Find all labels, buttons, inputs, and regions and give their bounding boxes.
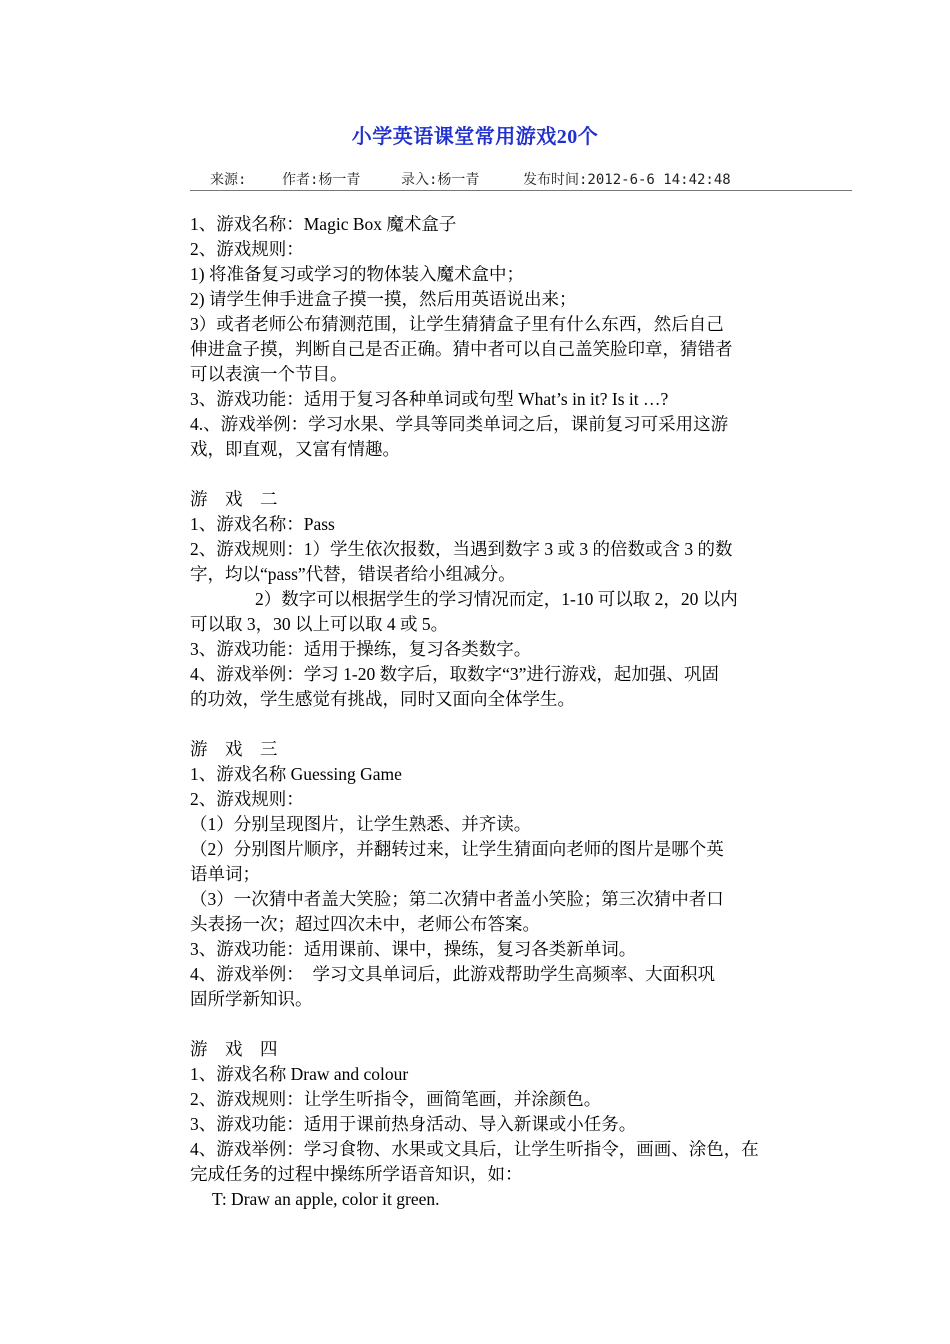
- paragraph-line: 固所学新知识。: [190, 989, 313, 1009]
- paragraph-line: 的功效，学生感觉有挑战，同时又面向全体学生。: [190, 689, 575, 709]
- meta-source: 来源:: [210, 172, 247, 188]
- paragraph-line: 3、游戏功能：适用于课前热身活动、导入新课或小任务。: [190, 1114, 637, 1134]
- game-1-section: [190, 212, 764, 462]
- paragraph-line: 字，均以“pass”代替，错误者给小组减分。: [190, 564, 516, 584]
- paragraph-line: 1、游戏名称：Magic Box 魔术盒子: [190, 214, 457, 234]
- paragraph-line: 2、游戏规则：让学生听指令，画简笔画，并涂颜色。: [190, 1089, 602, 1109]
- paragraph-line: （1）分别呈现图片，让学生熟悉、并齐读。: [190, 814, 532, 834]
- game-2-section: [190, 487, 764, 712]
- paragraph-line: 1、游戏名称 Guessing Game: [190, 764, 402, 784]
- spacer: [190, 462, 764, 487]
- paragraph-line: 可以表演一个节目。: [190, 364, 348, 384]
- paragraph-line: T: Draw an apple, color it green.: [212, 1189, 440, 1209]
- paragraph-line: 完成任务的过程中操练所学语音知识，如：: [190, 1164, 523, 1184]
- paragraph-line: 头表扬一次；超过四次未中，老师公布答案。: [190, 914, 540, 934]
- paragraph-line: 3）或者老师公布猜测范围，让学生猜猜盒子里有什么东西，然后自己: [190, 314, 724, 334]
- section-heading: 游 戏 四: [190, 1039, 278, 1059]
- game-3-section: [190, 737, 764, 1012]
- meta-bar: [190, 166, 852, 191]
- meta-published: 发布时间:2012-6-6 14:42:48: [523, 172, 731, 188]
- paragraph-line: 戏，即直观，又富有情趣。: [190, 439, 400, 459]
- paragraph-line: 语单词；: [190, 864, 260, 884]
- spacer: [190, 1012, 764, 1037]
- article-body: [190, 212, 764, 1212]
- paragraph-line: 4.、游戏举例：学习水果、学具等同类单词之后，课前复习可采用这游: [190, 414, 729, 434]
- paragraph-line: 2) 请学生伸手进盒子摸一摸，然后用英语说出来；: [190, 289, 577, 309]
- spacer: [190, 712, 764, 737]
- section-heading: 游 戏 二: [190, 489, 278, 509]
- paragraph-line: 2）数字可以根据学生的学习情况而定，1-10 可以取 2，20 以内: [255, 589, 738, 609]
- paragraph-line: 4、游戏举例： 学习文具单词后，此游戏帮助学生高频率、大面积巩: [190, 964, 715, 984]
- paragraph-line: 3、游戏功能：适用于操练，复习各类数字。: [190, 639, 532, 659]
- paragraph-line: 2、游戏规则：: [190, 789, 304, 809]
- paragraph-line: 3、游戏功能：适用于复习各种单词或句型 What’s in it? Is it …?: [190, 389, 669, 409]
- paragraph-line: 1、游戏名称：Pass: [190, 514, 335, 534]
- paragraph-line: （2）分别图片顺序，并翻转过来，让学生猜面向老师的图片是哪个英: [190, 839, 724, 859]
- paragraph-line: 3、游戏功能：适用课前、课中，操练，复习各类新单词。: [190, 939, 637, 959]
- game-4-section: [190, 1037, 764, 1212]
- section-heading: 游 戏 三: [190, 739, 278, 759]
- paragraph-line: 伸进盒子摸，判断自己是否正确。猜中者可以自己盖笑脸印章，猜错者: [190, 339, 733, 359]
- page-title: 小学英语课堂常用游戏20个: [351, 126, 599, 148]
- paragraph-line: 1) 将准备复习或学习的物体装入魔术盒中；: [190, 264, 524, 284]
- paragraph-line: 4、游戏举例：学习食物、水果或文具后，让学生听指令，画画、涂色，在: [190, 1139, 759, 1159]
- meta-entry: 录入:杨一青: [401, 172, 480, 188]
- paragraph-line: 4、游戏举例：学习 1-20 数字后，取数字“3”进行游戏，起加强、巩固: [190, 664, 719, 684]
- meta-author: 作者:杨一青: [282, 172, 361, 188]
- paragraph-line: 1、游戏名称 Draw and colour: [190, 1064, 409, 1084]
- paragraph-line: 2、游戏规则：1）学生依次报数，当遇到数字 3 或 3 的倍数或含 3 的数: [190, 539, 733, 559]
- paragraph-line: （3）一次猜中者盖大笑脸；第二次猜中者盖小笑脸；第三次猜中者口: [190, 889, 724, 909]
- paragraph-line: 2、游戏规则：: [190, 239, 304, 259]
- paragraph-line: 可以取 3，30 以上可以取 4 或 5。: [190, 614, 449, 634]
